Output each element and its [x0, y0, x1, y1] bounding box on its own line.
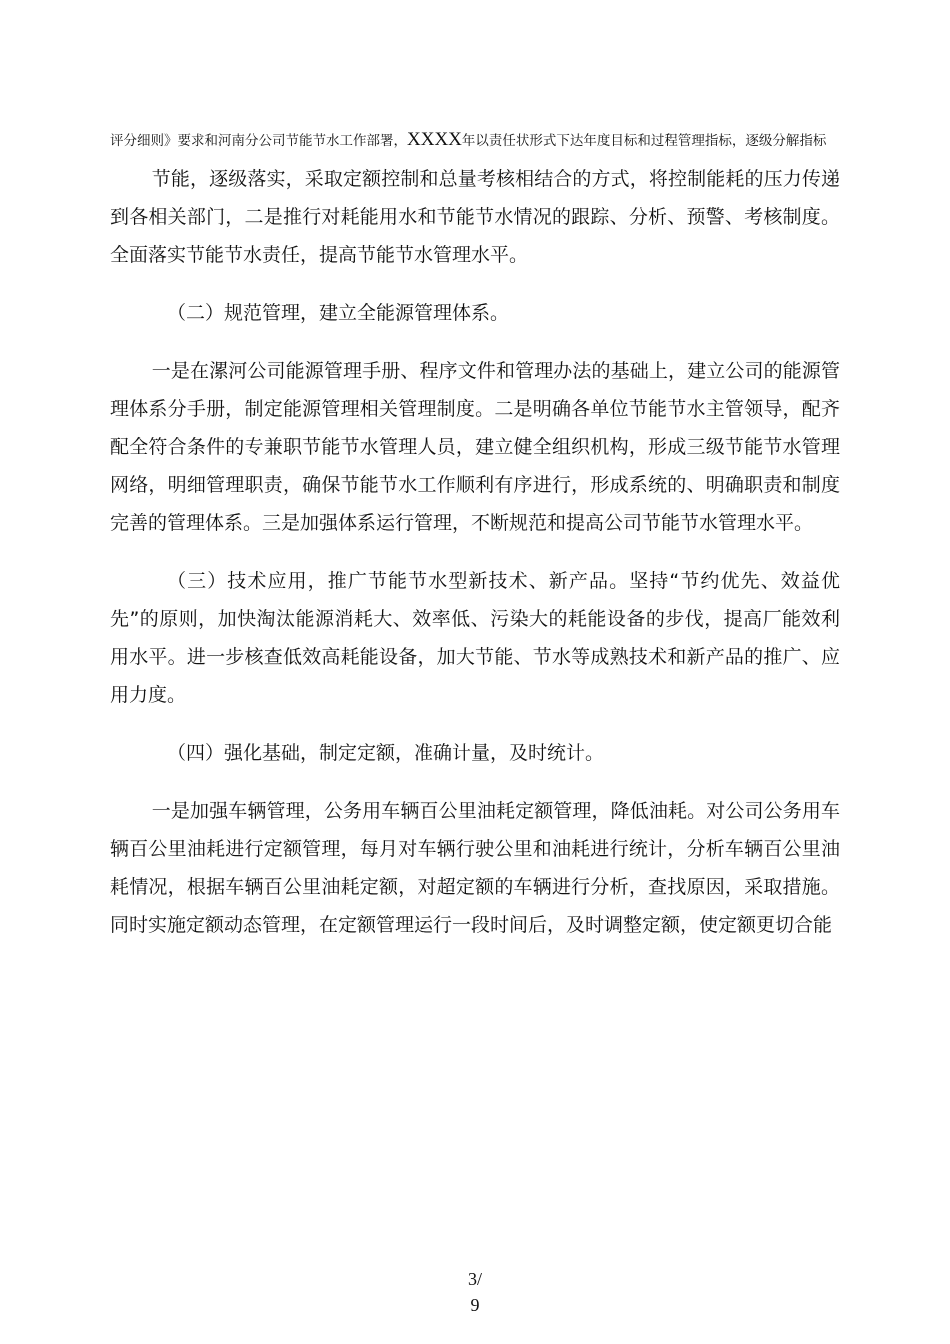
paragraph-continued: 节能，逐级落实，采取定额控制和总量考核相结合的方式，将控制能耗的压力传递到各相关部门，二是推行对耗能用水和节能节水情况的跟踪、分析、预警、考核制度。全面落实节能节水责任，提高节能节水管理水平。 [110, 168, 840, 266]
page-number-bottom: 9 [470, 1295, 480, 1315]
section-heading-3: （三）技术应用，推广节能节水型新技术、新产品。坚持“节约优先、效益优先”的原则，加快淘汰能源消耗大、效率低、污染大的耗能设备的步伐，提高厂能效利用水平。进一步核查低效高耗能设备，加大节能、节水等成熟技术和新产品的推广、应用力度。 [110, 570, 840, 706]
section-heading-4: （四）强化基础，制定定额，准确计量，及时统计。 [167, 742, 605, 764]
section-heading-2: （二）规范管理，建立全能源管理体系。 [167, 302, 510, 324]
continued-line-year: XXXX [407, 129, 462, 150]
continued-line-end: 年以责任状形式下达年度目标和过程管理指标，逐级分解指标 [461, 133, 827, 149]
document-body [110, 160, 840, 964]
continued-line [110, 127, 850, 154]
page-number [455, 1266, 495, 1318]
paragraph-vehicle-management: 一是加强车辆管理，公务用车辆百公里油耗定额管理，降低油耗。对公司公务用车辆百公里油耗进行定额管理，每月对车辆行驶公里和油耗进行统计，分析车辆百公里油耗情况，根据车辆百公里油耗定额，对超定额的车辆进行分析，查找原因，采取措施。同时实施定额动态管理，在定额管理运行一段时间后，及时调整定额，使定额更切合能 [110, 800, 840, 936]
page-number-top: 3/ [467, 1269, 482, 1289]
paragraph-management-system: 一是在漯河公司能源管理手册、程序文件和管理办法的基础上，建立公司的能源管理体系分手册，制定能源管理相关管理制度。二是明确各单位节能节水主管领导，配齐配全符合条件的专兼职节能节水管理人员，建立健全组织机构，形成三级节能节水管理网络，明细管理职责，确保节能节水工作顺利有序进行，形成系统的、明确职责和制度完善的管理体系。三是加强体系运行管理，不断规范和提高公司节能节水管理水平。 [110, 360, 840, 534]
continued-line-start: 评分细则》要求和河南分公司节能节水工作部署， [110, 133, 407, 149]
